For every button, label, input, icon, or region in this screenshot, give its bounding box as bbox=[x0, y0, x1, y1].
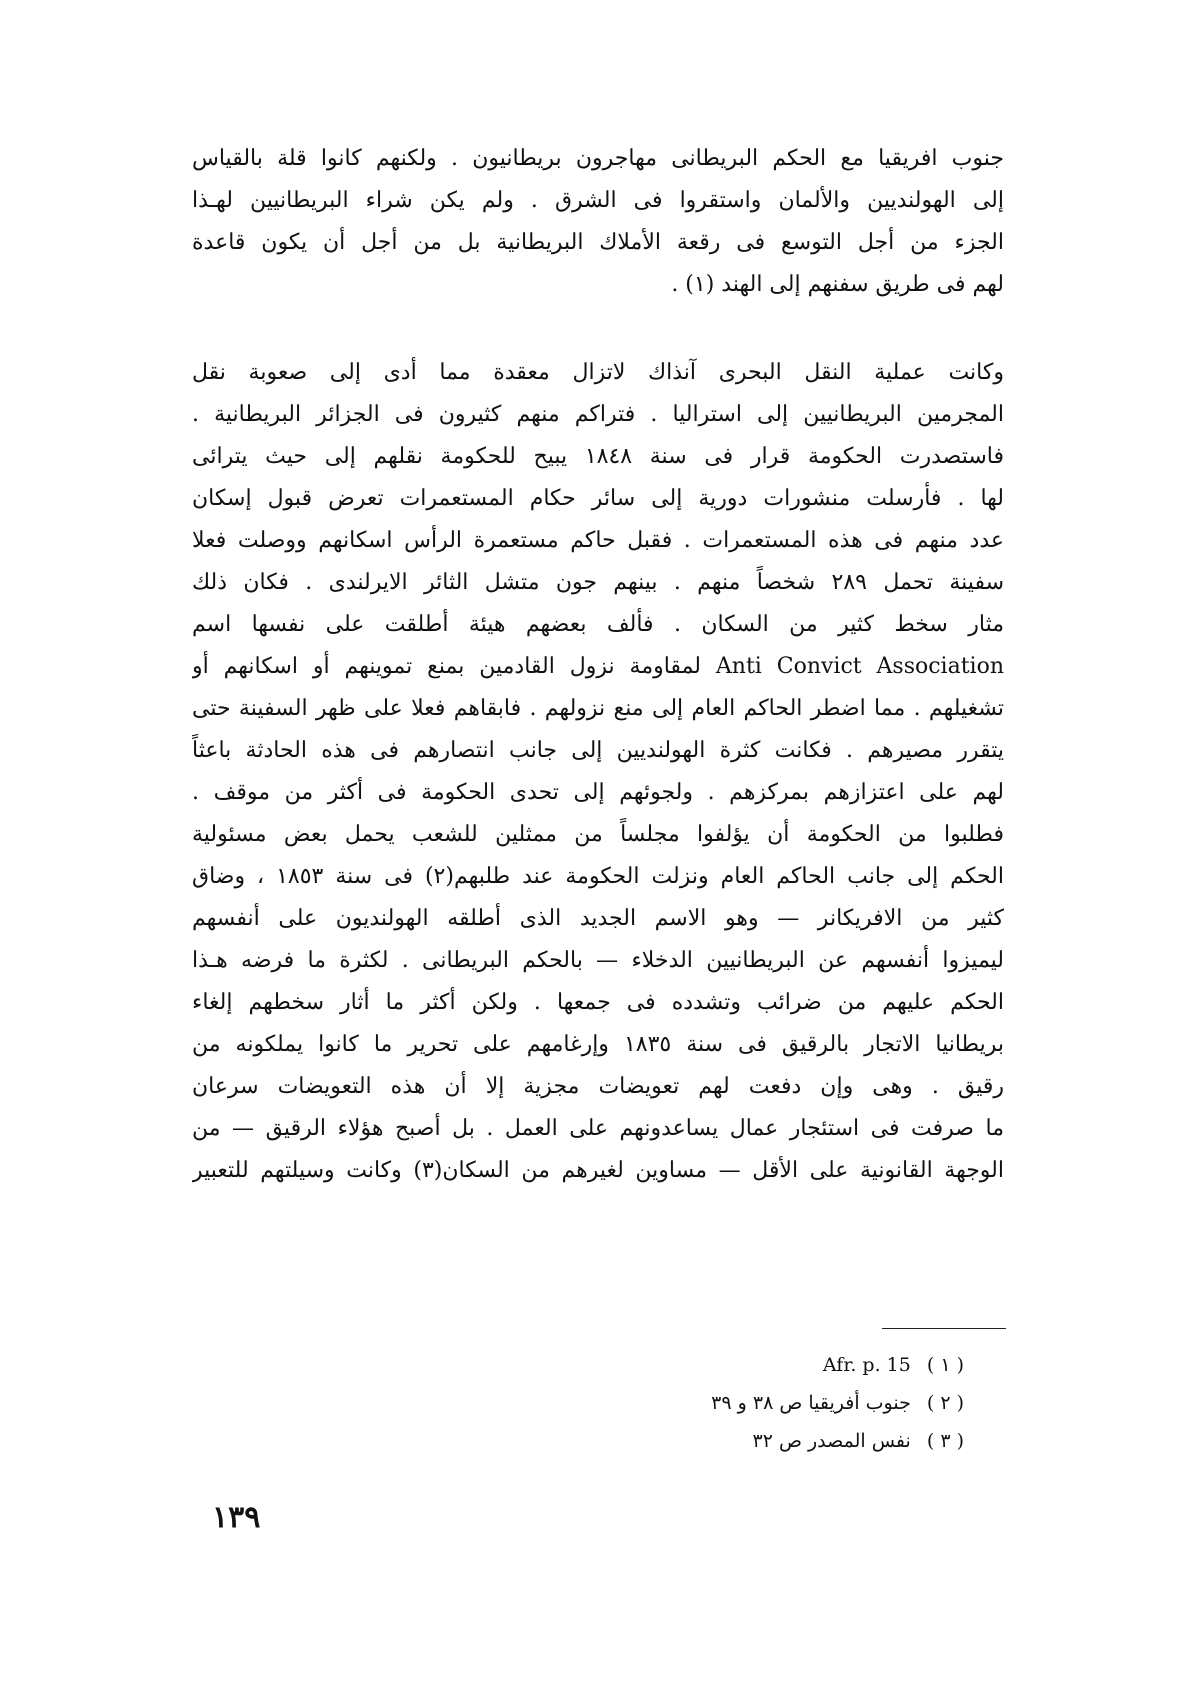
text-line: إلى الهولنديين والألمان واستقروا فى الشرق . ولم يكن شراء البريطانيين لهـذا bbox=[192, 188, 1004, 213]
footnote-number: ( ٢ ) bbox=[926, 1392, 964, 1414]
page-number: ١٣٩ bbox=[212, 1500, 261, 1535]
text-line: المجرمين البريطانيين إلى استراليا . فتراكم منهم كثيرون فى الجزائر البريطانية . bbox=[192, 402, 1004, 427]
text-line: مثار سخط كثير من السكان . فألف بعضهم هيئة أطلقت على نفسها اسم bbox=[192, 612, 1004, 637]
text-line: تشغيلهم . مما اضطر الحاكم العام إلى منع نزولهم . فابقاهم فعلا على ظهر السفينة حتى bbox=[192, 696, 1004, 721]
footnote-text: جنوب أفريقيا ص ٣٨ و ٣٩ bbox=[711, 1392, 911, 1414]
text-line: الحكم إلى جانب الحاكم العام ونزلت الحكومة عند طلبهم(٢) فى سنة ١٨٥٣ ، وضاق bbox=[192, 864, 1004, 889]
text-line: جنوب افريقيا مع الحكم البريطانى مهاجرون بريطانيون . ولكنهم كانوا قلة بالقياس bbox=[192, 146, 1004, 171]
footnote-item bbox=[711, 1422, 964, 1460]
text-line: لهم فى طريق سفنهم إلى الهند (١) . bbox=[671, 272, 1004, 297]
footnote-item bbox=[711, 1346, 964, 1384]
footnote-text: Afr. p. 15 bbox=[822, 1354, 911, 1376]
footnote-text: نفس المصدر ص ٣٢ bbox=[752, 1430, 911, 1452]
text-line: وكانت عملية النقل البحرى آنذاك لاتزال معقدة مما أدى إلى صعوبة نقل bbox=[192, 360, 1004, 385]
text-line: عدد منهم فى هذه المستعمرات . فقبل حاكم مستعمرة الرأس اسكانهم ووصلت فعلا bbox=[192, 528, 1004, 553]
text-line: ليميزوا أنفسهم عن البريطانيين الدخلاء — بالحكم البريطانى . لكثرة ما فرضه هـذا bbox=[192, 948, 1004, 973]
text-line: الوجهة القانونية على الأقل — مساوين لغيرهم من السكان(٣) وكانت وسيلتهم للتعبير bbox=[192, 1158, 1004, 1183]
footnotes bbox=[711, 1346, 964, 1460]
text-line: يتقرر مصيرهم . فكانت كثرة الهولنديين إلى جانب انتصارهم فى هذه الحادثة باعثاً bbox=[192, 738, 1004, 763]
footnote-number: ( ١ ) bbox=[926, 1354, 964, 1376]
paragraph-2 bbox=[192, 352, 1004, 1192]
text-line: فاستصدرت الحكومة قرار فى سنة ١٨٤٨ يبيح للحكومة نقلهم إلى حيث يترائى bbox=[192, 444, 1004, 469]
footnote-item bbox=[711, 1384, 964, 1422]
paragraph-1 bbox=[192, 138, 1004, 306]
text-line: لها . فأرسلت منشورات دورية إلى سائر حكام المستعمرات تعرض قبول إسكان bbox=[192, 486, 1004, 511]
text-line: لهم على اعتزازهم بمركزهم . ولجوئهم إلى تحدى الحكومة فى أكثر من موقف . bbox=[192, 780, 1004, 805]
text-line: Anti Convict Association لمقاومة نزول القادمين بمنع تموينهم أو اسكانهم أو bbox=[192, 654, 1004, 679]
footnote-divider bbox=[882, 1328, 1006, 1329]
text-line: رقيق . وهى وإن دفعت لهم تعويضات مجزية إلا أن هذه التعويضات سرعان bbox=[192, 1074, 1004, 1099]
text-line: الجزء من أجل التوسع فى رقعة الأملاك البريطانية بل من أجل أن يكون قاعدة bbox=[192, 230, 1004, 255]
text-line: فطلبوا من الحكومة أن يؤلفوا مجلساً من ممثلين للشعب يحمل بعض مسئولية bbox=[192, 822, 1004, 847]
text-line: سفينة تحمل ٢٨٩ شخصاً منهم . بينهم جون متشل الثائر الايرلندى . فكان ذلك bbox=[192, 570, 1004, 595]
text-line: الحكم عليهم من ضرائب وتشدده فى جمعها . ولكن أكثر ما أثار سخطهم إلغاء bbox=[192, 990, 1004, 1015]
text-line: بريطانيا الاتجار بالرقيق فى سنة ١٨٣٥ وإرغامهم على تحرير ما كانوا يملكونه من bbox=[192, 1032, 1004, 1057]
footnote-number: ( ٣ ) bbox=[926, 1430, 964, 1452]
text-line: كثير من الافريكانر — وهو الاسم الجديد الذى أطلقه الهولنديون على أنفسهم bbox=[192, 906, 1004, 931]
text-line: ما صرفت فى استئجار عمال يساعدونهم على العمل . بل أصبح هؤلاء الرقيق — من bbox=[192, 1116, 1004, 1141]
